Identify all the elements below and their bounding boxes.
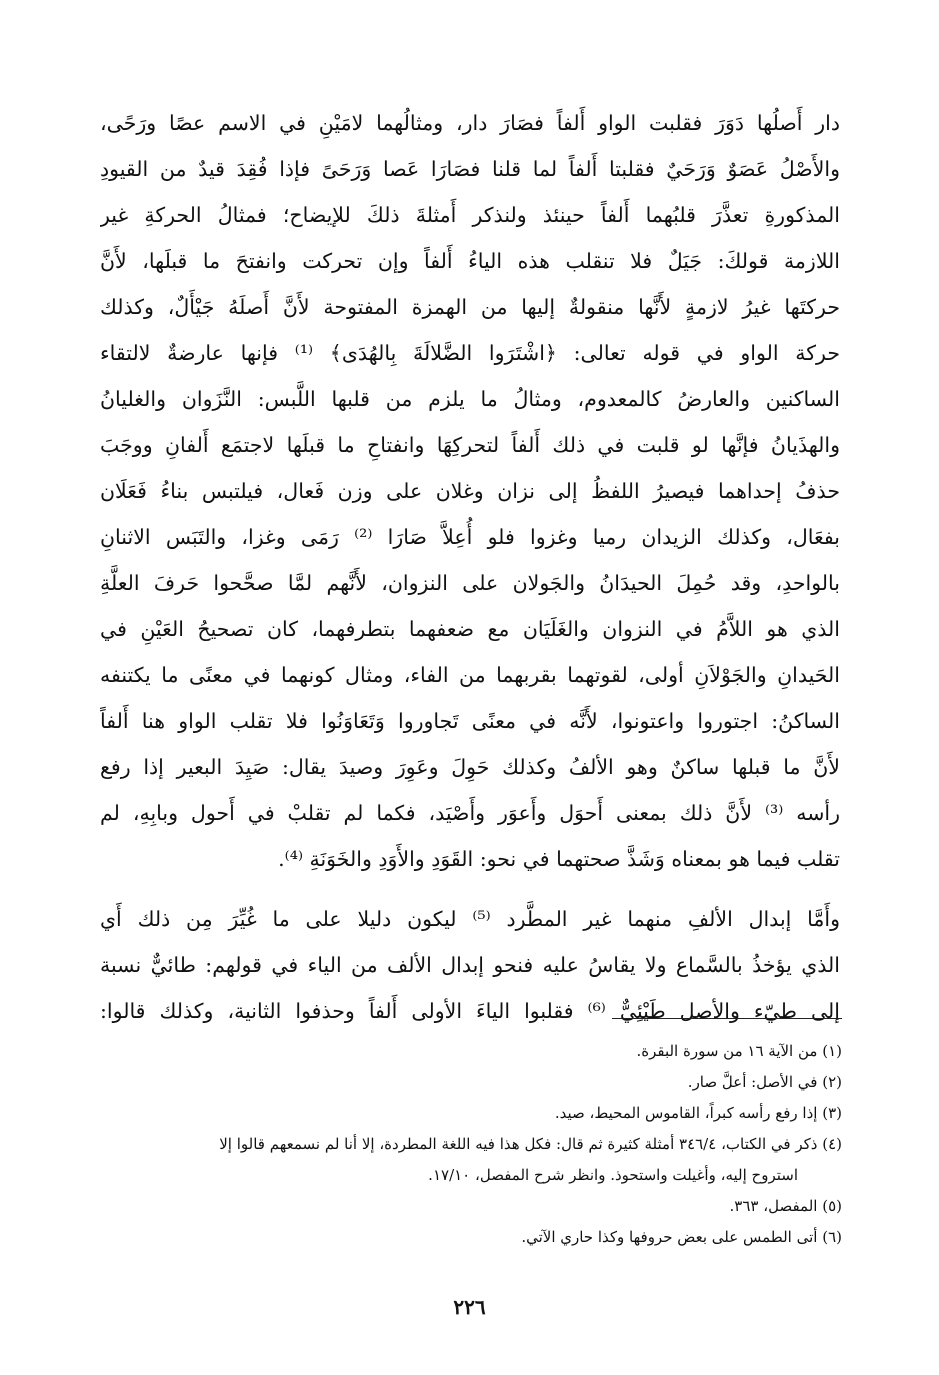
footnote-separator xyxy=(612,1018,842,1019)
text-line: الذي يؤخذُ بالسَّماع ولا يقاسُ عليه فنحو إبدال الألف من الياء في قولهم: طائيٌّ نسبة xyxy=(100,953,840,977)
text-line: الذي هو اللاَّمُ في النزوان والغَلَيَان مع ضعفهما بتطرفهما، كان تصحيحُ العَيْنِ في xyxy=(100,617,840,641)
footnote: (٤) ذكر في الكتاب، ٣٤٦/٤ أمثلة كثيرة ثم قال: فكل هذا فيه اللغة المطردة، إلا أنا لم نسمعهم قالوا إلا xyxy=(219,1135,842,1153)
footnote: (٢) في الأصل: أعلَّ صار. xyxy=(687,1073,842,1091)
text-line: المذكورةِ تعذَّرَ قلبُهما أَلفاً حينئذ ولنذكر أَمثلةَ ذلكَ للإيضاح؛ فمثالُ الحركةِ غير xyxy=(100,203,840,227)
text-line: لأَنَّ ما قبلها ساكنٌ وهو الألفُ وكذلك حَوِلَ وعَوِرَ وصيدَ يقال: صَيِدَ البعير إذا رفع xyxy=(100,755,840,779)
text-line: الساكنين والعارضُ كالمعدوم، ومثالُ ما يلزم من قلبها اللَّبس: النَّزَوان والغليانُ xyxy=(100,387,840,411)
text-line: والأَصْلُ عَصَوٌ وَرَحَيٌ فقلبتا أَلفاً لما قلنا فصَارَا عَصا وَرَحَىً فإذا فُقِدَ قيدٌ من القيودِ xyxy=(100,157,840,181)
text-line: بفعَال، وكذلك الزيدان رميا وغزوا فلو أُعِلاَّ صَارَا ⁽²⁾ رَمَى وغزا، والتَبَس الاثنانِ xyxy=(100,525,840,549)
paragraph-gap xyxy=(100,882,840,896)
footnote: (١) من الآية ١٦ من سورة البقرة. xyxy=(636,1042,842,1060)
text-line: اللازمة قولكَ: جَيَلٌ فلا تنقلب هذه الياءُ أَلفاً وإن تحركت وانفتحَ ما قبلَها، لأَنَّ xyxy=(100,249,840,273)
footnote-continuation: استروح إليه، وأغيلت واستحوذ. وانظر شرح المفصل، ١٧/١٠. xyxy=(428,1166,798,1184)
text-line: حركة الواو في قوله تعالى: ﴿اشْتَرَوا الضَّلالَةَ بِالهُدَى﴾ ⁽¹⁾ فإنها عارضةٌ لالتقاء xyxy=(100,341,840,365)
text-line: إلى طيّء والأصل طَيْئِيٌّ ⁽⁶⁾ فقلبوا الياءَ الأولى أَلفاً وحذفوا الثانية، وكذلك قالوا: xyxy=(100,999,840,1023)
text-line: حركتَها غيرُ لازمةٍ لأَنَّها منقولةٌ إليها من الهمزة المفتوحة لأَنَّ أَصلَهُ جَيْأَلٌ، وكذلك xyxy=(100,295,840,319)
footnotes xyxy=(70,1036,842,1253)
text-line: دار أَصلُها دَوَرَ فقلبت الواو أَلفاً فصَارَ دار، ومثالُهما لامَيْنِ في الاسم عصًا ورَحًى، xyxy=(100,111,840,135)
text-line: وأَمَّا إبدال الألفِ منهما غير المطَّرد ⁽⁵⁾ ليكون دليلا على ما غُيِّرَ مِن ذلك أَي xyxy=(100,907,840,931)
text-line: بالواحدِ، وقد حُمِلَ الحيدَانُ والجَولان على النزوان، لأَنَّهم لمَّا صحَّحوا حَرفَ العلَّةِ xyxy=(100,571,840,595)
text-line: الحَيدانِ والجَوْلاَنِ أولى، لقوتهما بقربهما من الفاء، ومثال كونهما في معنًى ما يكتنفه xyxy=(100,663,840,687)
footnote: (٦) أتى الطمس على بعض حروفها وكذا حاري الآتي. xyxy=(521,1228,842,1246)
text-line: حذفُ إحداهما فيصيرُ اللفظُ إلى نزان وغلان على وزن فَعال، فيلتبس بناءُ فَعَلَان xyxy=(100,479,840,503)
text-line: الساكنُ: اجتوروا واعتونوا، لأَنَّه في معنًى تَجاوروا وَتَعَاوَنُوا فلا تقلب الواو هنا أَلفاً xyxy=(100,709,840,733)
page-number: ٢٢٦ xyxy=(453,1295,486,1319)
text-line: والهذَيانُ فإنَّها لو قلبت في ذلك أَلفاً لتحركِهَا وانفتاحِ ما قبلَها لاجتمَع أَلفانِ ووجَبَ xyxy=(100,433,840,457)
footnote: (٥) المفصل، ٣٦٣. xyxy=(729,1197,842,1215)
main-text xyxy=(100,100,840,1034)
text-line: تقلب فيما هو بمعناه وَشَذَّ صحتهما في نحو: القَوَدِ والأَوَدِ والخَوَنَةِ ⁽⁴⁾. xyxy=(278,847,840,871)
footnote: (٣) إذا رفع رأسه كبراً، القاموس المحيط، صيد. xyxy=(554,1104,842,1122)
text-line: رأسه ⁽³⁾ لأَنَّ ذلك بمعنى أَحوَل وأَعوَر وأَصْيَد، فكما لم تقلبْ في أَحول وبابِهِ، لم xyxy=(100,801,840,825)
